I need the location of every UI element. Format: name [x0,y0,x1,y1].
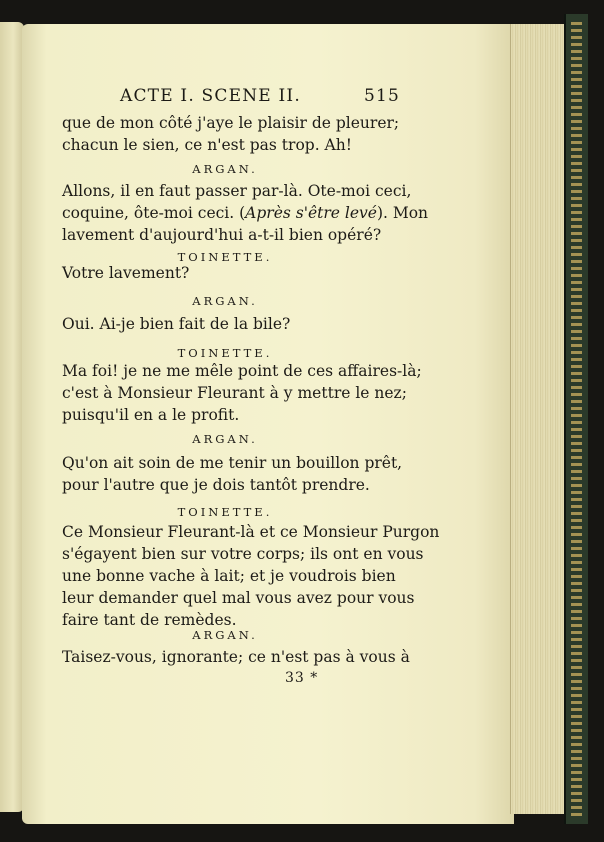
speech-block [62,646,410,668]
text-line: puisqu'il en a le profit. [62,406,240,424]
text-line: lavement d'aujourd'hui a-t-il bien opéré? [62,226,382,244]
speech-block [62,452,403,496]
speaker-name: ARGAN. [192,628,258,642]
text-line: faire tant de remèdes. [62,611,237,629]
speech-block [62,112,400,156]
text-line: Votre lavement? [62,264,190,282]
binding-ornament [571,20,582,816]
text-line: s'égayent bien sur votre corps; ils ont en vous [62,545,424,563]
text-fragment: coquine, ôte-moi ceci. ( [62,204,246,222]
speaker-name: TOINETTE. [177,505,273,519]
running-head [120,86,400,110]
text-line: Taisez-vous, ignorante; ce n'est pas à vous à [62,648,410,666]
left-page-edge [0,22,24,812]
running-head-title: ACTE I. SCENE II. [120,86,301,106]
speaker-name: TOINETTE. [177,250,273,264]
signature-mark: 33 * [285,670,319,686]
text-line: une bonne vache à lait; et je voudrois bien [62,567,396,585]
speaker-name: ARGAN. [192,294,258,308]
speech-block [62,360,422,426]
text-line: pour l'autre que je dois tantôt prendre. [62,476,370,494]
text-line [62,202,429,224]
text-line: Qu'on ait soin de me tenir un bouillon prêt, [62,454,403,472]
stage-direction: Après s'être levé [245,204,377,222]
speaker-name: TOINETTE. [177,346,273,360]
speaker-name: ARGAN. [192,162,258,176]
text-line: Ma foi! je ne me mêle point de ces affaires-là; [62,362,422,380]
speech-block [62,521,440,631]
text-line: que de mon côté j'aye le plaisir de pleurer; [62,114,400,132]
text-line: chacun le sien, ce n'est pas trop. Ah! [62,136,352,154]
text-line: Allons, il en faut passer par-là. Ote-moi ceci, [62,182,412,200]
speech-block [62,313,388,335]
text-line: Oui. Ai-je bien fait de la bile? [62,315,291,333]
text-line: Ce Monsieur Fleurant-là et ce Monsieur Purgon [62,523,440,541]
speaker-name: ARGAN. [192,432,258,446]
text-line: c'est à Monsieur Fleurant à y mettre le nez; [62,384,407,402]
page-edges [510,24,571,814]
page-number: 515 [363,86,400,106]
text-line: leur demander quel mal vous avez pour vous [62,589,415,607]
speech-block [62,180,429,246]
book-binding [564,14,588,824]
speech-block [62,262,388,284]
text-fragment: ). Mon [376,204,429,222]
